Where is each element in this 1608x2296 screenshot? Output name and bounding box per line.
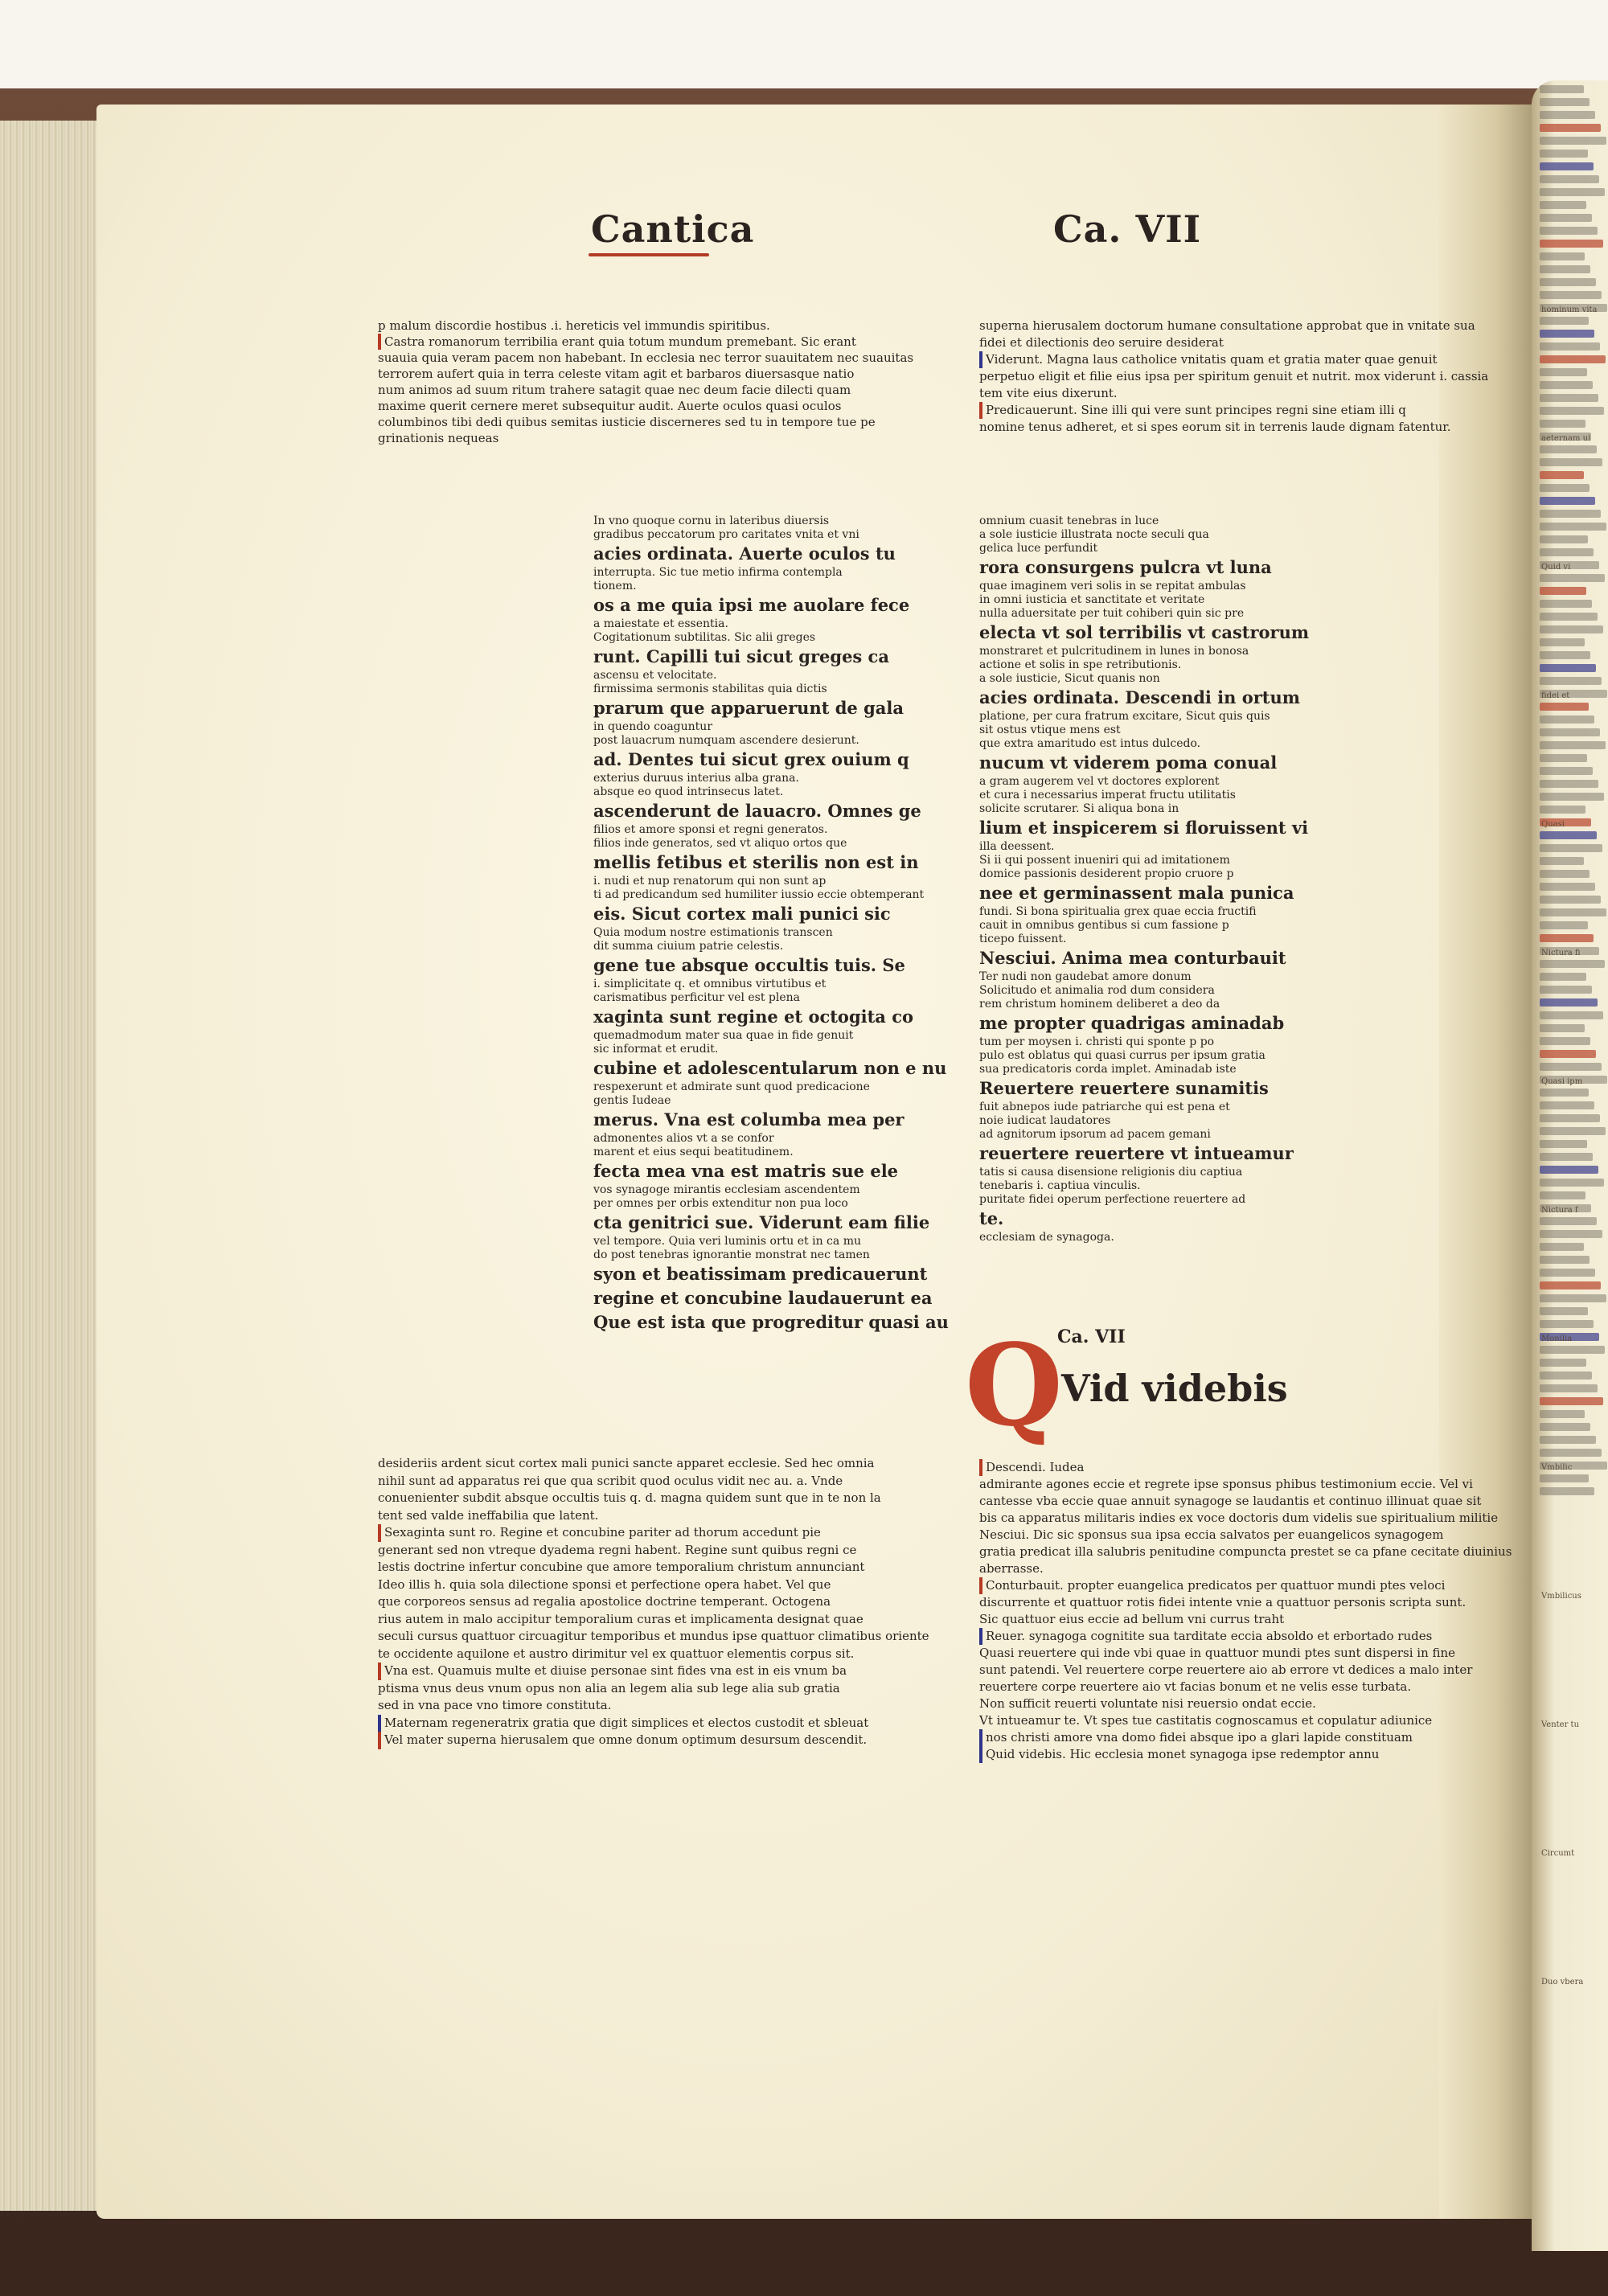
interlinear-gloss: a gram augerem vel vt doctores explorent — [979, 775, 1220, 788]
edge-text-line — [1540, 780, 1598, 788]
right-gloss-top — [979, 318, 1502, 436]
gloss-line: Quasi reuertere qui inde vbi quae in quattuor mundi ptes sunt dispersi in fine — [979, 1646, 1456, 1660]
edge-text-line — [1540, 1449, 1602, 1457]
edge-text-line — [1540, 1410, 1585, 1418]
interlinear-gloss: illa deessent. — [979, 840, 1055, 853]
edge-text-label: Venter tu — [1541, 1720, 1580, 1729]
edge-text-line — [1540, 85, 1584, 93]
text-line: runt. Capilli tui sicut greges ca — [593, 646, 889, 666]
interlinear-gloss: gentis Iudeae — [593, 1094, 671, 1107]
interlinear-gloss: et cura i necessarius imperat fructu utilitatis — [979, 789, 1236, 802]
gloss-line: cantesse vba eccie quae annuit synagoge se laudantis et continuo illinuat quae sit — [979, 1494, 1482, 1508]
edge-text-line — [1540, 1269, 1595, 1277]
gloss-line: num animos ad suum ritum trahere satagit quae nec deum facie dilecti quam — [378, 383, 851, 397]
text-line: mellis fetibus et sterilis non est in — [593, 852, 919, 872]
gloss-line: nihil sunt ad apparatus rei que qua scribit quod oculus vidit nec au. a. Vnde — [378, 1473, 843, 1488]
gloss-line: fidei et dilectionis deo seruire desiderat — [979, 335, 1224, 350]
main-text-column-right — [979, 515, 1310, 1244]
interlinear-gloss: vos synagoge mirantis ecclesiam ascendentem — [593, 1183, 860, 1196]
edge-text-line — [1540, 896, 1601, 904]
edge-text-line — [1540, 445, 1597, 453]
text-line: lium et inspicerem si floruissent vi — [979, 818, 1309, 838]
interlinear-gloss: fuit abnepos iude patriarche qui est pena et — [979, 1101, 1230, 1113]
text-line: nucum vt viderem poma conual — [979, 752, 1278, 773]
gloss-line: discurrente et quattuor rotis fidei intente vnie a quattuor personis scripta sunt. — [979, 1595, 1466, 1609]
edge-text-line — [1540, 265, 1590, 273]
edge-text-line — [1540, 587, 1586, 595]
edge-text-line — [1540, 1127, 1606, 1135]
edge-text-label: Quasi — [1541, 820, 1565, 829]
edge-text-line — [1540, 1436, 1596, 1444]
interlinear-gloss: respexerunt et admirate sunt quod predicacione — [593, 1080, 870, 1093]
gloss-line: Predicauerunt. Sine illi qui vere sunt principes regni sine etiam illi q — [979, 402, 1502, 419]
edge-text-line — [1540, 638, 1585, 646]
edge-text-label: Vmbilic — [1541, 1463, 1573, 1472]
edge-text-line — [1540, 664, 1596, 672]
edge-text-line — [1540, 883, 1595, 891]
interlinear-gloss: a sole iusticie, Sicut quanis non — [979, 672, 1160, 685]
edge-text-line — [1540, 1346, 1605, 1354]
decorated-initial — [957, 1320, 1077, 1452]
gloss-line: gratia predicat illa salubris penitudine compuncta prestet se ca pfane cecitate diuinius — [979, 1544, 1512, 1559]
interlinear-gloss: a maiestate et essentia. — [593, 617, 728, 630]
edge-text-line — [1540, 214, 1592, 222]
gloss-line: sed in vna pace vno timore constituta. — [378, 1698, 612, 1712]
gloss-line: reuertere corpe reuertere aio vt facias bonum et ne velis esse turbata. — [979, 1679, 1412, 1694]
gloss-line: aberrasse. — [979, 1561, 1044, 1576]
edge-text-line — [1540, 240, 1603, 248]
interlinear-gloss: gelica luce perfundit — [979, 542, 1098, 555]
gloss-line: Conturbauit. propter euangelica predicatos per quattuor mundi ptes veloci — [979, 1577, 1502, 1594]
gloss-line: Vt intueamur te. Vt spes tue castitatis cognoscamus et copulatur adiunice — [979, 1713, 1433, 1728]
gloss-line: lestis doctrine infertur concubine que amore temporalium christum annunciant — [378, 1560, 865, 1574]
gloss-line: Quid videbis. Hic ecclesia monet synagoga ipse redemptor annu — [979, 1746, 1502, 1763]
gloss-line: Nesciui. Dic sic sponsus sua ipsa eccia salvatos per euangelicos synagogem — [979, 1527, 1444, 1542]
edge-text-line — [1540, 330, 1594, 338]
gloss-line: bis ca apparatus militaris indies ex voce doctoris dum videlis sue spiritualium militie — [979, 1511, 1499, 1525]
edge-text-line — [1540, 1487, 1594, 1495]
edge-text-line — [1540, 484, 1590, 492]
edge-text-line — [1540, 471, 1584, 479]
edge-text-line — [1540, 1011, 1603, 1019]
text-line: fecta mea vna est matris sue ele — [593, 1161, 899, 1181]
text-line: rora consurgens pulcra vt luna — [979, 557, 1272, 577]
edge-text-label: Nictura f — [1541, 1206, 1578, 1215]
interlinear-gloss: absque eo quod intrinsecus latet. — [593, 785, 784, 798]
edge-text-line — [1540, 1191, 1585, 1199]
gloss-line: Non sufficit reuerti voluntate nisi reuersio ondat eccie. — [979, 1696, 1316, 1711]
edge-text-line — [1540, 1243, 1584, 1251]
interlinear-gloss: ad agnitorum ipsorum ad pacem gemani — [979, 1128, 1211, 1141]
gloss-line: Viderunt. Magna laus catholice vnitatis quam et gratia mater quae genuit — [979, 351, 1502, 368]
interlinear-gloss: solicite scrutarer. Si aliqua bona in — [979, 802, 1179, 815]
gloss-line: ptisma vnus deus vnum opus non alia an legem alia sub lege alia sub gratia — [378, 1680, 840, 1695]
edge-text-line — [1540, 98, 1590, 106]
next-page-edge — [1532, 80, 1608, 2251]
interlinear-gloss: ascensu et velocitate. — [593, 669, 717, 682]
edge-text-line — [1540, 111, 1595, 119]
interlinear-gloss: Cogitationum subtilitas. Sic alii greges — [593, 631, 816, 644]
interlinear-gloss: noie iudicat laudatores — [979, 1114, 1111, 1127]
edge-text-line — [1540, 703, 1589, 711]
interlinear-gloss: Ter nudi non gaudebat amore donum — [979, 970, 1192, 983]
edge-text-line — [1540, 677, 1602, 685]
text-line: cubine et adolescentularum non e nu — [593, 1058, 947, 1078]
rubric-underline — [589, 253, 709, 256]
edge-text-line — [1540, 1037, 1590, 1045]
edge-text-line — [1540, 535, 1588, 543]
chapter-opening-line: Vid videbis — [1061, 1367, 1288, 1410]
edge-text-line — [1540, 407, 1604, 415]
edge-text-line — [1540, 1307, 1588, 1315]
interlinear-gloss: quae imaginem veri solis in se repitat ambulas — [979, 580, 1246, 592]
interlinear-gloss: tatis si causa disensione religionis diu captiua — [979, 1166, 1243, 1179]
gloss-line: Sic quattuor eius eccie ad bellum vni currus traht — [979, 1612, 1285, 1626]
interlinear-gloss: filios inde generatos, sed vt aliquo ortos que — [593, 837, 847, 850]
edge-text-line — [1540, 793, 1604, 801]
edge-text-line — [1540, 523, 1606, 531]
right-gloss-bottom — [979, 1459, 1512, 1763]
interlinear-gloss: fundi. Si bona spiritualia grex quae eccia fructifi — [979, 905, 1257, 918]
edge-text-label: Quid vi — [1541, 563, 1571, 572]
interlinear-gloss: ticepo fuissent. — [979, 933, 1067, 945]
gloss-line: rius autem in malo accipitur temporalium curas et implicamenta designat quae — [378, 1611, 863, 1626]
text-line: ad. Dentes tui sicut grex ouium q — [593, 749, 909, 769]
interlinear-gloss: pulo est oblatus qui quasi currus per ipsum gratia — [979, 1049, 1265, 1062]
edge-text-line — [1540, 458, 1602, 466]
edge-text-line — [1540, 574, 1605, 582]
text-line: acies ordinata. Auerte oculos tu — [593, 543, 896, 564]
gloss-line: admirante agones eccie et regrete ipse sponsus phibus testimonium eccie. Vel vi — [979, 1477, 1473, 1491]
interlinear-gloss: Solicitudo et animalia rod dum considera — [979, 984, 1215, 997]
gloss-line: p malum discordie hostibus .i. hereticis vel immundis spiritibus. — [378, 318, 770, 333]
text-line: gene tue absque occultis tuis. Se — [593, 955, 905, 975]
edge-text-line — [1540, 368, 1587, 376]
text-line: Que est ista que progreditur quasi au — [593, 1312, 949, 1332]
text-line: syon et beatissimam predicauerunt — [593, 1264, 928, 1284]
edge-text-line — [1540, 1153, 1593, 1161]
edge-text-line — [1540, 1397, 1603, 1405]
edge-text-line — [1540, 767, 1593, 775]
edge-text-line — [1540, 1024, 1585, 1032]
edge-text-line — [1540, 227, 1598, 235]
edge-text-line — [1540, 998, 1598, 1007]
text-line: os a me quia ipsi me auolare fece — [593, 595, 910, 615]
text-line: Reuertere reuertere sunamitis — [979, 1078, 1269, 1098]
interlinear-gloss: nulla aduersitate per tuit cohiberi quin sic pre — [979, 607, 1245, 620]
edge-text-line — [1540, 1114, 1600, 1122]
edge-text-line — [1540, 728, 1600, 736]
edge-text-label: Duo vbera — [1541, 1978, 1584, 1986]
edge-text-label: Quasi ipm — [1541, 1077, 1583, 1086]
edge-text-line — [1540, 381, 1593, 389]
gloss-line: Sexaginta sunt ro. Regine et concubine pariter ad thorum accedunt pie — [378, 1524, 909, 1542]
edge-text-line — [1540, 870, 1590, 878]
edge-text-line — [1540, 291, 1602, 299]
edge-text-line — [1540, 1179, 1604, 1187]
running-head-left: Cantica — [591, 207, 755, 251]
gloss-line: perpetuo eligit et filie eius ipsa per spiritum genuit et nutrit. mox viderunt i. cassia — [979, 369, 1489, 383]
gloss-line: suauia quia veram pacem non habebant. In ecclesia nec terror suauitatem nec suauitas — [378, 351, 914, 365]
edge-text-line — [1540, 741, 1606, 749]
edge-text-label: Monilia — [1541, 1335, 1573, 1343]
interlinear-gloss: puritate fidei operum perfectione reuertere ad — [979, 1193, 1246, 1206]
interlinear-gloss: domice passionis desiderent propio cruore p — [979, 867, 1234, 880]
interlinear-gloss: Quia modum nostre estimationis transcen — [593, 926, 833, 939]
edge-text-line — [1540, 188, 1605, 196]
initial-letter: Q — [965, 1320, 1063, 1452]
edge-text-line — [1540, 317, 1589, 325]
edge-text-line — [1540, 1256, 1590, 1264]
interlinear-gloss: que extra amaritudo est intus dulcedo. — [979, 737, 1201, 750]
edge-text-line — [1540, 600, 1592, 608]
interlinear-gloss: post lauacrum numquam ascendere desierunt. — [593, 734, 859, 747]
edge-text-line — [1540, 1281, 1601, 1289]
interlinear-gloss: do post tenebras ignorantie monstrat nec tamen — [593, 1248, 870, 1261]
edge-text-line — [1540, 1320, 1594, 1328]
interlinear-gloss: rem christum hominem deliberet a deo da — [979, 998, 1220, 1011]
edge-text-line — [1540, 1423, 1590, 1431]
gloss-line: nos christi amore vna domo fidei absque ipo a glari lapide constituam — [979, 1729, 1502, 1746]
edge-text-line — [1540, 754, 1587, 762]
interlinear-gloss: i. nudi et nup renatorum qui non sunt ap — [593, 875, 827, 888]
edge-text-label: hominum vita — [1541, 305, 1598, 314]
interlinear-gloss: in quendo coaguntur — [593, 720, 713, 733]
interlinear-gloss: tionem. — [593, 580, 637, 592]
gloss-line: seculi cursus quattuor circuagitur temporibus et mundus ipse quattuor climatibus oriente — [378, 1629, 929, 1643]
interlinear-gloss: in omni iusticia et sanctitate et veritate — [979, 593, 1205, 606]
interlinear-gloss: carismatibus perficitur vel est plena — [593, 991, 801, 1004]
gloss-line: te occidente aquilone et austro dirimitur vel ex quattuor elementis corpus sit. — [378, 1646, 855, 1661]
edge-text-line — [1540, 625, 1603, 633]
interlinear-gloss: vel tempore. Quia veri luminis ortu et in ca mu — [593, 1235, 861, 1248]
edge-text-label: fidei et — [1541, 691, 1570, 700]
edge-text-line — [1540, 510, 1601, 518]
left-gloss-bottom — [378, 1455, 929, 1749]
gloss-line: desideriis ardent sicut cortex mali punici sancte apparet ecclesie. Sed hec omnia — [378, 1456, 875, 1470]
interlinear-gloss: sit ostus vtique mens est — [979, 724, 1121, 736]
gloss-line: nomine tenus adheret, et si spes eorum sit in terrenis laude dignam fatentur. — [979, 420, 1451, 434]
edge-text-line — [1540, 960, 1605, 968]
edge-text-line — [1540, 1166, 1598, 1174]
edge-text-label: aeternam ui — [1541, 434, 1591, 443]
edge-text-line — [1540, 1294, 1606, 1302]
interlinear-gloss: interrupta. Sic tue metio infirma contempla — [593, 566, 843, 579]
edge-text-line — [1540, 908, 1606, 916]
interlinear-gloss: sua predicatoris corda implet. Aminadab iste — [979, 1063, 1237, 1076]
text-line: nee et germinassent mala punica — [979, 883, 1294, 903]
gloss-line: Ideo illis h. quia sola dilectione sponsi et perfectione opera habet. Vel que — [378, 1576, 831, 1592]
gloss-line: Vel mater superna hierusalem que omne donum optimum desursum descendit. — [378, 1732, 909, 1749]
gloss-line: maxime querit cernere meret subsequitur audit. Auerte oculos quasi oculos — [378, 399, 842, 413]
gloss-line: tent sed valde ineffabilia que latent. — [378, 1507, 599, 1523]
edge-text-line — [1540, 1359, 1586, 1367]
text-line: ascenderunt de lauacro. Omnes ge — [593, 801, 921, 821]
edge-text-line — [1540, 1089, 1589, 1097]
edge-text-line — [1540, 986, 1592, 994]
interlinear-gloss: exterius duruus interius alba grana. — [593, 772, 799, 785]
edge-text-label: Nictura fi — [1541, 949, 1581, 957]
text-line: regine et concubine laudauerunt ea — [593, 1288, 933, 1308]
edge-text-line — [1540, 548, 1594, 556]
gloss-line: columbinos tibi dedi quibus semitas iusticie discerneres sed tu in tempore tue pe — [378, 415, 876, 429]
edge-text-line — [1540, 831, 1597, 839]
edge-text-line — [1540, 806, 1585, 814]
text-line: cta genitrici sue. Viderunt eam filie — [593, 1212, 930, 1232]
edge-text-line — [1540, 497, 1595, 505]
interlinear-gloss: i. simplicitate q. et omnibus virtutibus et — [593, 978, 827, 990]
interlinear-gloss: dit summa ciuium patrie celestis. — [593, 940, 784, 953]
gloss-line: Descendi. Iudea — [979, 1459, 1502, 1476]
text-line: Nesciui. Anima mea conturbauit — [979, 948, 1286, 968]
edge-text-line — [1540, 1371, 1592, 1380]
gloss-line: grinationis nequeas — [378, 431, 499, 445]
text-line: te. — [979, 1208, 1004, 1228]
interlinear-gloss: marent et eius sequi beatitudinem. — [593, 1146, 794, 1158]
edge-text-line — [1540, 715, 1594, 724]
edge-text-line — [1540, 651, 1590, 659]
edge-text-line — [1540, 934, 1594, 942]
gloss-line: sunt patendi. Vel reuertere corpe reuertere aio ab errore vt dedices a malo inter — [979, 1663, 1473, 1677]
edge-text-line — [1540, 1384, 1598, 1392]
gloss-line: generant sed non vtreque dyadema regni habent. Regine sunt quibus regni ce — [378, 1542, 857, 1557]
text-line: acies ordinata. Descendi in ortum — [979, 687, 1300, 707]
edge-text-line — [1540, 1230, 1602, 1238]
running-head-right: Ca. VII — [1053, 207, 1202, 251]
edge-text-line — [1540, 175, 1599, 183]
main-text-column-left — [593, 515, 949, 1335]
edge-text-line — [1540, 1140, 1587, 1148]
text-line: electa vt sol terribilis vt castrorum — [979, 622, 1310, 642]
text-line: merus. Vna est columba mea per — [593, 1109, 904, 1130]
edge-text-line — [1540, 973, 1586, 981]
gloss-line: Castra romanorum terribilia erant quia totum mundum premebant. Sic erant — [378, 334, 909, 350]
edge-text-line — [1540, 1101, 1594, 1109]
interlinear-gloss: ti ad predicandum sed humiliter iussio eccie obtemperant — [593, 888, 925, 901]
edge-text-line — [1540, 1063, 1602, 1071]
text-line: me propter quadrigas aminadab — [979, 1013, 1285, 1033]
text-line: xaginta sunt regine et octogita co — [593, 1007, 914, 1027]
left-gloss-top — [378, 318, 914, 446]
edge-text-line — [1540, 355, 1606, 363]
gloss-line: superna hierusalem doctorum humane consultatione approbat que in vnitate sua — [979, 318, 1475, 333]
interlinear-gloss: gradibus peccatorum pro caritates vnita et vni — [593, 528, 859, 541]
interlinear-gloss: monstraret et pulcritudinem in lunes in bonosa — [979, 645, 1249, 658]
interlinear-gloss: ecclesiam de synagoga. — [979, 1231, 1114, 1244]
edge-text-line — [1540, 857, 1584, 865]
interlinear-gloss: platione, per cura fratrum excitare, Sicut quis quis — [979, 710, 1270, 723]
gloss-line: Reuer. synagoga cognitite sua tarditate eccia absoldo et erbortado rudes — [979, 1628, 1502, 1645]
edge-text-line — [1540, 394, 1598, 402]
edge-text-line — [1540, 844, 1602, 852]
edge-text-label: Vmbilicus — [1541, 1592, 1581, 1601]
edge-text-line — [1540, 420, 1585, 428]
interlinear-gloss: admonentes alios vt a se confor — [593, 1132, 774, 1145]
text-line: prarum que apparuerunt de gala — [593, 698, 904, 718]
interlinear-gloss: omnium cuasit tenebras in luce — [979, 515, 1159, 527]
interlinear-gloss: In vno quoque cornu in lateribus diuersis — [593, 515, 830, 527]
interlinear-gloss: actione et solis in spe retributionis. — [979, 658, 1182, 671]
edge-text-line — [1540, 137, 1606, 145]
edge-text-line — [1540, 124, 1601, 132]
interlinear-gloss: cauit in omnibus gentibus si cum fassione p — [979, 919, 1229, 932]
edge-text-line — [1540, 201, 1586, 209]
interlinear-gloss: filios et amore sponsi et regni generatos. — [593, 823, 828, 836]
edge-text-label: Circumt — [1541, 1849, 1575, 1858]
edge-text-line — [1540, 1217, 1597, 1225]
chapter-label: Ca. VII — [1057, 1326, 1126, 1347]
interlinear-gloss: per omnes per orbis extenditur non pua loco — [593, 1197, 848, 1210]
gloss-line: que corporeos sensus ad regalia apostolice doctrine temperant. Octogena — [378, 1594, 831, 1609]
gloss-line: conuenienter subdit absque occultis tuis q. d. magna quidem sunt que in te non la — [378, 1490, 881, 1505]
interlinear-gloss: quemadmodum mater sua quae in fide genuit — [593, 1029, 854, 1042]
gloss-line: Vna est. Quamuis multe et diuise personae sint fides vna est in eis vnum ba — [378, 1663, 909, 1680]
interlinear-gloss: tum per moysen i. christi qui sponte p po — [979, 1035, 1215, 1048]
text-line: eis. Sicut cortex mali punici sic — [593, 904, 891, 924]
interlinear-gloss: Si ii qui possent inueniri qui ad imitationem — [979, 854, 1230, 867]
edge-text-line — [1540, 613, 1598, 621]
gloss-line: Maternam regeneratrix gratia que digit simplices et electos custodit et sbleuat — [378, 1715, 909, 1732]
interlinear-gloss: tenebaris i. captiua vinculis. — [979, 1179, 1141, 1192]
edge-text-line — [1540, 1474, 1589, 1482]
interlinear-gloss: a sole iusticie illustrata nocte seculi qua — [979, 528, 1209, 541]
edge-text-line — [1540, 921, 1588, 929]
text-line: reuertere reuertere vt intueamur — [979, 1143, 1294, 1163]
interlinear-gloss: sic informat et erudit. — [593, 1043, 719, 1056]
edge-text-line — [1540, 162, 1594, 170]
gloss-line: tem vite eius dixerunt. — [979, 386, 1118, 400]
edge-text-line — [1540, 150, 1588, 158]
interlinear-gloss: firmissima sermonis stabilitas quia dictis — [593, 683, 827, 695]
gloss-line: terrorem aufert quia in terra celeste vitam agit et barbaros diuersasque natio — [378, 367, 855, 381]
edge-text-line — [1540, 252, 1585, 260]
edge-text-line — [1540, 342, 1600, 351]
edge-text-line — [1540, 278, 1596, 286]
edge-text-line — [1540, 1050, 1596, 1058]
